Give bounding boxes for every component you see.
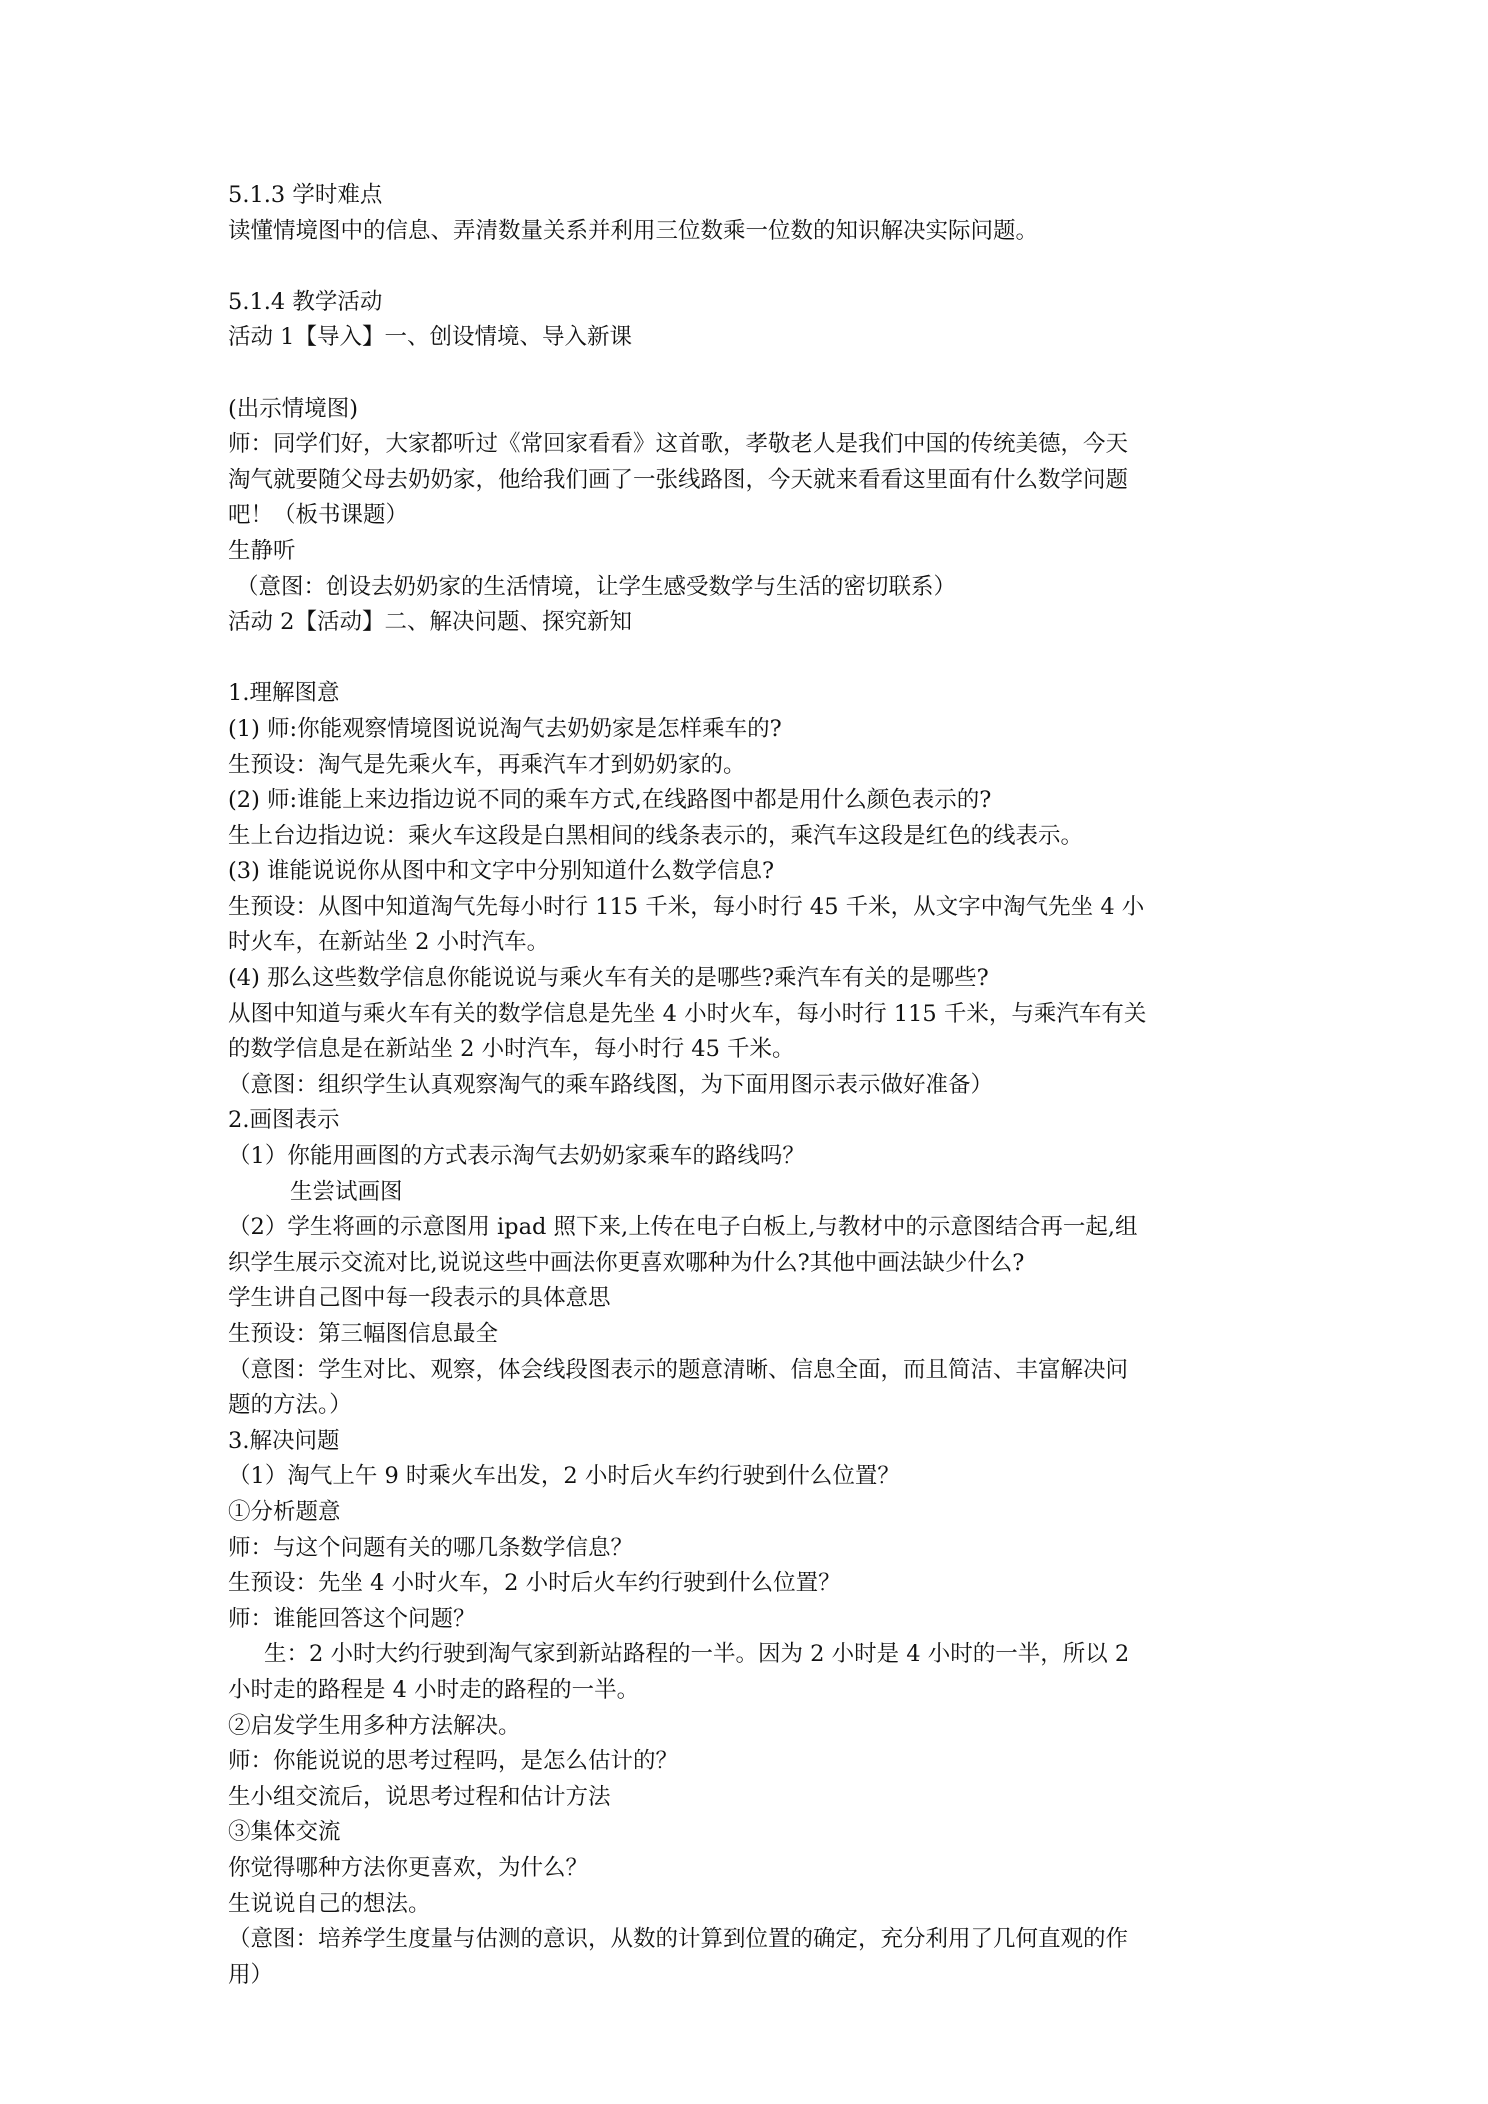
blank-line xyxy=(228,356,1268,392)
intent-note: （意图：组织学生认真观察淘气的乘车路线图，为下面用图示表示做好准备） xyxy=(228,1071,994,1098)
step-heading: ①分析题意 xyxy=(228,1498,341,1525)
heading-514: 5.1.4 教学活动 xyxy=(228,288,383,315)
numbered-item: (3) 谁能说说你从图中和文字中分别知道什么数学信息? xyxy=(228,858,775,885)
document-body xyxy=(228,178,1268,1993)
section-heading: 1.理解图意 xyxy=(228,680,340,707)
text-line: 生小组交流后，说思考过程和估计方法 xyxy=(228,1783,611,1810)
text-line: 生预设：从图中知道淘气先每小时行 115 千米，每小时行 45 千米，从文字中淘气先坐 4 小 xyxy=(228,893,1145,920)
numbered-item: (2) 师:谁能上来边指边说不同的乘车方式,在线路图中都是用什么颜色表示的? xyxy=(228,787,992,814)
text-line: 师：同学们好，大家都听过《常回家看看》这首歌，孝敬老人是我们中国的传统美德，今天 xyxy=(228,431,1129,458)
heading-513: 5.1.3 学时难点 xyxy=(228,182,383,208)
blank-line xyxy=(228,641,1268,677)
text-line: 你觉得哪种方法你更喜欢，为什么？ xyxy=(228,1854,589,1881)
text-line: 生说说自己的想法。 xyxy=(228,1890,431,1917)
text-line: 小时走的路程是 4 小时走的路程的一半。 xyxy=(228,1676,640,1703)
text-line: 生预设：先坐 4 小时火车，2 小时后火车约行驶到什么位置？ xyxy=(228,1570,841,1597)
text-line: 生预设：第三幅图信息最全 xyxy=(228,1321,499,1347)
text-line: 生尝试画图 xyxy=(290,1178,403,1205)
text-line: 时火车，在新站坐 2 小时汽车。 xyxy=(228,929,550,956)
text-line: 读懂情境图中的信息、弄清数量关系并利用三位数乘一位数的知识解决实际问题。 xyxy=(228,217,1039,244)
text-line: (出示情境图) xyxy=(228,395,359,422)
intent-note: （意图：学生对比、观察，体会线段图表示的题意清晰、信息全面，而且简洁、丰富解决问 xyxy=(228,1356,1129,1383)
numbered-item: (4) 那么这些数学信息你能说说与乘火车有关的是哪些?乘汽车有关的是哪些? xyxy=(228,965,989,992)
step-heading: ②启发学生用多种方法解决。 xyxy=(228,1712,521,1739)
section-heading: 3.解决问题 xyxy=(228,1427,340,1454)
intent-note: （意图：培养学生度量与估测的意识，从数的计算到位置的确定，充分利用了几何直观的作 xyxy=(228,1926,1129,1953)
text-line: 生静听 xyxy=(228,537,296,564)
numbered-item: (1) 师:你能观察情境图说说淘气去奶奶家是怎样乘车的? xyxy=(228,715,782,742)
text-line: 学生讲自己图中每一段表示的具体意思 xyxy=(228,1285,611,1312)
text-line: 用） xyxy=(228,1961,274,1988)
numbered-item: （2）学生将画的示意图用 ipad 照下来,上传在电子白板上,与教材中的示意图结合再一起,组 xyxy=(228,1214,1138,1241)
text-line: 淘气就要随父母去奶奶家，他给我们画了一张线路图，今天就来看看这里面有什么数学问题 xyxy=(228,466,1129,493)
text-line: 的数学信息是在新站坐 2 小时汽车，每小时行 45 千米。 xyxy=(228,1036,795,1063)
intent-note: （意图：创设去奶奶家的生活情境，让学生感受数学与生活的密切联系） xyxy=(236,573,957,600)
blank-line xyxy=(228,249,1268,285)
text-line: 织学生展示交流对比,说说这些中画法你更喜欢哪种为什么?其他中画法缺少什么? xyxy=(228,1249,1025,1276)
text-line: 生：2 小时大约行驶到淘气家到新站路程的一半。因为 2 小时是 4 小时的一半，所以 2 xyxy=(264,1641,1130,1668)
text-line: 吧！（板书课题） xyxy=(228,502,409,529)
text-line: 生上台边指边说：乘火车这段是白黑相间的线条表示的，乘汽车这段是红色的线表示。 xyxy=(228,822,1084,849)
text-line: 生预设：淘气是先乘火车，再乘汽车才到奶奶家的。 xyxy=(228,751,746,778)
activity-2-heading: 活动 2【活动】二、解决问题、探究新知 xyxy=(228,609,632,636)
text-line: 题的方法。） xyxy=(228,1392,352,1419)
activity-1-heading: 活动 1【导入】一、创设情境、导入新课 xyxy=(228,324,632,351)
numbered-item: （1）淘气上午 9 时乘火车出发，2 小时后火车约行驶到什么位置？ xyxy=(228,1463,900,1490)
text-line: 师：你能说说的思考过程吗，是怎么估计的？ xyxy=(228,1748,679,1775)
text-line: 师：谁能回答这个问题？ xyxy=(228,1605,476,1632)
step-heading: ③集体交流 xyxy=(228,1819,341,1846)
numbered-item: （1）你能用画图的方式表示淘气去奶奶家乘车的路线吗？ xyxy=(228,1143,805,1170)
text-line: 师：与这个问题有关的哪几条数学信息？ xyxy=(228,1534,634,1561)
text-line: 从图中知道与乘火车有关的数学信息是先坐 4 小时火车，每小时行 115 千米，与乘汽车有关 xyxy=(228,1000,1147,1027)
section-heading: 2.画图表示 xyxy=(228,1107,340,1134)
